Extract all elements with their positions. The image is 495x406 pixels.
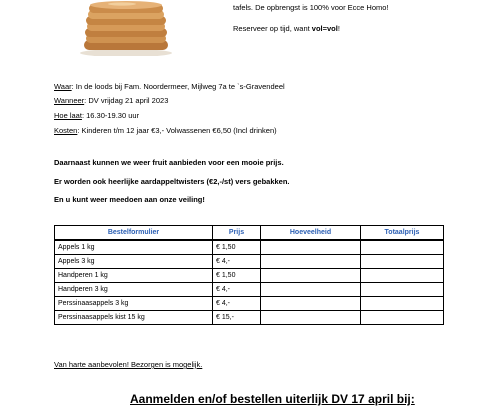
- item-price: € 4,-: [213, 297, 261, 311]
- quantity-cell[interactable]: [261, 240, 361, 255]
- item-name: Perssinaasappels 3 kg: [55, 297, 213, 311]
- item-name: Perssinaasappels kist 15 kg: [55, 311, 213, 325]
- extras-line-1: Daarnaast kunnen we weer fruit aanbieden voor een mooie prijs.: [54, 158, 284, 167]
- item-name: Handperen 1 kg: [55, 269, 213, 283]
- item-price: € 4,-: [213, 255, 261, 269]
- item-price: € 1,50: [213, 240, 261, 255]
- info-waar-label: Waar: [54, 82, 72, 91]
- intro-line-1: tafels. De opbrengst is 100% voor Ecce Homo!: [233, 3, 389, 12]
- order-table: [54, 225, 444, 325]
- extras-line-3: En u kunt weer meedoen aan onze veiling!: [54, 195, 205, 204]
- total-cell[interactable]: [361, 297, 444, 311]
- total-cell[interactable]: [361, 283, 444, 297]
- intro-line-2-prefix: Reserveer op tijd, want: [233, 24, 312, 33]
- table-row: [55, 311, 444, 325]
- quantity-cell[interactable]: [261, 311, 361, 325]
- order-deadline-heading: Aanmelden en/of bestellen uiterlijk DV 17 april bij:: [130, 392, 415, 406]
- quantity-cell[interactable]: [261, 297, 361, 311]
- info-wanneer: [54, 96, 168, 106]
- total-cell[interactable]: [361, 311, 444, 325]
- item-price: € 1,50: [213, 269, 261, 283]
- intro-line-2-bold: vol=vol: [311, 24, 338, 33]
- info-waar: [54, 82, 285, 92]
- info-wanneer-value: : DV vrijdag 21 april 2023: [84, 96, 169, 105]
- table-row: [55, 240, 444, 255]
- total-cell[interactable]: [361, 255, 444, 269]
- header-hoeveelheid: Hoeveelheid: [261, 226, 361, 241]
- item-name: Appels 1 kg: [55, 240, 213, 255]
- intro-line-2-suffix: !: [337, 24, 340, 33]
- info-kosten-value: : Kinderen t/m 12 jaar €3,- Volwassenen €6,50 (Incl drinken): [77, 126, 277, 135]
- item-price: € 15,-: [213, 311, 261, 325]
- info-hoelaat: [54, 111, 139, 121]
- quantity-cell[interactable]: [261, 269, 361, 283]
- header-totaalprijs: Totaalprijs: [361, 226, 444, 241]
- info-hoelaat-label: Hoe laat: [54, 111, 82, 120]
- table-row: [55, 255, 444, 269]
- table-row: [55, 297, 444, 311]
- table-row: [55, 269, 444, 283]
- header-prijs: Prijs: [213, 226, 261, 241]
- order-table-header-row: [55, 226, 444, 241]
- header-bestelformulier: Bestelformulier: [55, 226, 213, 241]
- quantity-cell[interactable]: [261, 283, 361, 297]
- table-row: [55, 283, 444, 297]
- info-hoelaat-value: : 16.30-19.30 uur: [81, 111, 140, 120]
- quantity-cell[interactable]: [261, 255, 361, 269]
- info-wanneer-label: Wanneer: [54, 96, 85, 105]
- item-name: Handperen 3 kg: [55, 283, 213, 297]
- total-cell[interactable]: [361, 269, 444, 283]
- info-kosten: [54, 126, 277, 136]
- extras-line-2: Er worden ook heerlijke aardappeltwisters (€2,-/st) vers gebakken.: [54, 177, 290, 186]
- intro-line-2: [233, 24, 340, 34]
- info-waar-value: : In de loods bij Fam. Noordermeer, Mijlweg 7a te `s-Gravendeel: [71, 82, 285, 91]
- info-kosten-label: Kosten: [54, 126, 78, 135]
- delivery-note: Van harte aanbevolen! Bezorgen is mogelijk.: [54, 360, 203, 369]
- item-name: Appels 3 kg: [55, 255, 213, 269]
- total-cell[interactable]: [361, 240, 444, 255]
- pancake-stack-image: [76, 0, 176, 56]
- item-price: € 4,-: [213, 283, 261, 297]
